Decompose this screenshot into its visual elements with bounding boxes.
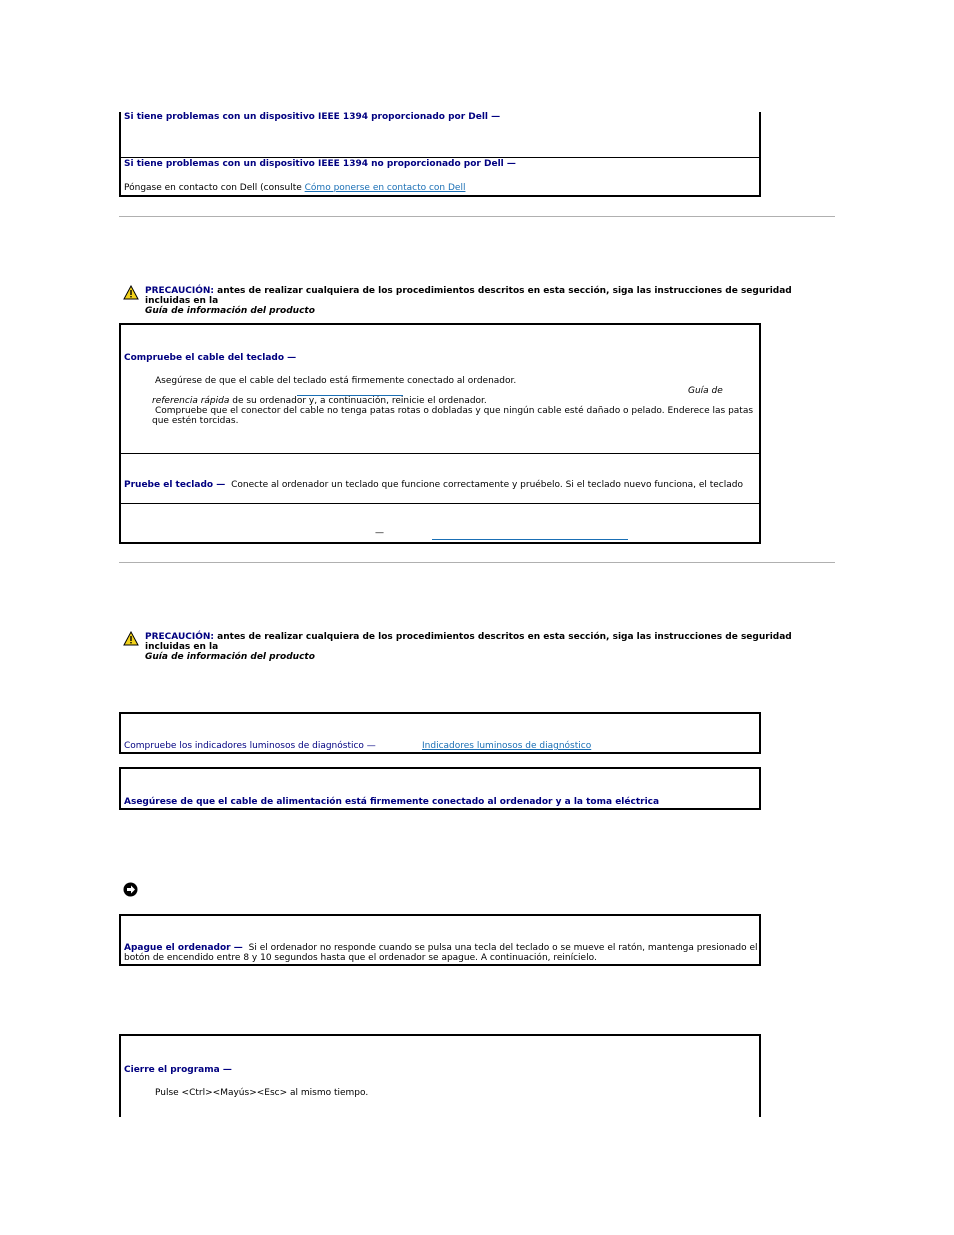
caution-notice-1 [145, 286, 835, 316]
shutdown-table [119, 914, 761, 966]
caution-warning-icon [123, 631, 139, 649]
keyboard-troubleshooting-table [119, 323, 761, 544]
keyboard-cable-row [121, 325, 759, 454]
shutdown-heading: Apague el ordenador — [124, 943, 243, 953]
caution-text: antes de realizar cualquiera de los procedimientos descritos en esta sección, siga las instrucciones de seguridad incluidas en la [145, 286, 792, 306]
ieee-contact-text [124, 183, 465, 193]
section-divider-1 [119, 216, 835, 217]
quick-reference-guide-ref: Guía de [688, 386, 723, 396]
contact-dell-link[interactable]: Cómo ponerse en contacto con Dell [304, 183, 466, 193]
close-program-step: Pulse <Ctrl><Mayús><Esc> al mismo tiempo. [155, 1088, 369, 1098]
test-keyboard-heading: Pruebe el teclado — [124, 480, 226, 490]
notice-icon [123, 882, 138, 900]
caution-text: antes de realizar cualquiera de los procedimientos descritos en esta sección, siga las instrucciones de seguridad incluidas en la [145, 632, 792, 652]
hidden-link-underline[interactable] [432, 539, 628, 540]
test-keyboard-desc: Conecte al ordenador un teclado que funcione correctamente y pruébelo. Si el teclado nuevo funciona, el teclado [231, 480, 743, 490]
keyboard-test-row [121, 454, 759, 504]
diagnostic-lights-link[interactable]: Indicadores luminosos de diagnóstico [422, 741, 592, 751]
link-underline[interactable] [297, 395, 403, 396]
dash-mark: — [375, 528, 384, 538]
diagnostic-lights-table [119, 712, 761, 754]
caution-label: PRECAUCIÓN: [145, 632, 215, 642]
close-program-heading: Cierre el programa — [124, 1065, 232, 1075]
section-divider-2 [119, 562, 835, 563]
cable-step-1: Asegúrese de que el cable del teclado está firmemente conectado al ordenador. [155, 376, 517, 386]
shutdown-text [124, 943, 758, 953]
cable-step-2-rest: de su ordenador y, a continuación, reinicie el ordenador. [232, 396, 487, 406]
diagnostic-lights-text: Compruebe los indicadores luminosos de diagnóstico — [124, 741, 376, 751]
check-cable-heading: Compruebe el cable del teclado — [124, 353, 297, 363]
cable-step-3-cont: que estén torcidas. [152, 416, 239, 426]
power-cable-heading: Asegúrese de que el cable de alimentación está firmemente conectado al ordenador y a la toma eléctrica [124, 797, 660, 807]
cable-step-2 [152, 396, 487, 406]
quick-reference-italic: referencia rápida [152, 396, 230, 406]
ieee-non-dell-heading: Si tiene problemas con un dispositivo IEEE 1394 no proporcionado por Dell — [124, 159, 516, 169]
caution-label: PRECAUCIÓN: [145, 286, 215, 296]
ieee-contact-prefix: Póngase en contacto con Dell (consulte [124, 183, 302, 193]
shutdown-desc-cont: botón de encendido entre 8 y 10 segundos hasta que el ordenador se apague. A continuación, reinícielo. [124, 953, 597, 963]
ieee-dell-row [121, 112, 759, 158]
caution-guide-title: Guía de información del producto [145, 306, 315, 316]
caution-notice-2 [145, 632, 835, 662]
power-cable-table [119, 767, 761, 810]
ieee-dell-heading: Si tiene problemas con un dispositivo IEEE 1394 proporcionado por Dell — [124, 112, 501, 122]
shutdown-desc: Si el ordenador no responde cuando se pulsa una tecla del teclado o se mueve el ratón, mantenga presionado el [248, 943, 758, 953]
cable-step-3: Compruebe que el conector del cable no tenga patas rotas o dobladas y que ningún cable esté dañado o pelado. Enderece las patas [155, 406, 754, 416]
ieee-troubleshooting-table [119, 112, 761, 197]
close-program-table [119, 1034, 761, 1117]
test-keyboard-text [124, 480, 743, 490]
caution-guide-title: Guía de información del producto [145, 652, 315, 662]
caution-warning-icon [123, 285, 139, 303]
